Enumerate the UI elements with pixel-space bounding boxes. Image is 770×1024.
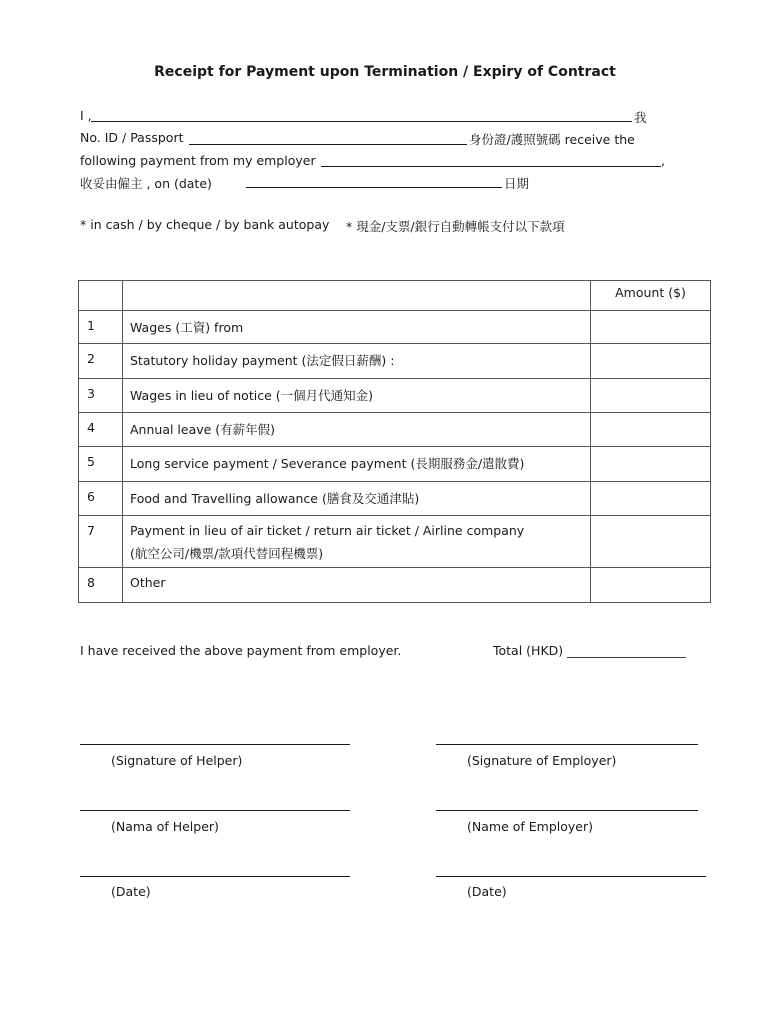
id-passport-field-line[interactable]	[189, 144, 467, 145]
row-description: Other	[123, 568, 591, 603]
intro-line3-prefix: following payment from my employer	[80, 153, 316, 168]
row-number: 5	[79, 447, 123, 482]
table-header-num-cell	[79, 281, 123, 311]
amount-cell[interactable]	[591, 568, 711, 603]
row-number: 2	[79, 344, 123, 379]
document-title: Receipt for Payment upon Termination / Expiry of Contract	[154, 64, 616, 80]
helper-date-label: (Date)	[111, 884, 151, 899]
row-description: Wages (工資) from	[123, 311, 591, 344]
row-description: Annual leave (有薪年假)	[123, 413, 591, 447]
total-hkd-field[interactable]: Total (HKD) ___________________	[493, 643, 686, 658]
intro-line4-prefix: 收妥由僱主 , on (date)	[80, 176, 212, 191]
helper-date-line[interactable]	[80, 876, 350, 877]
intro-line1-suffix: 我	[634, 110, 647, 125]
row-description	[123, 516, 591, 568]
employer-signature-label: (Signature of Employer)	[467, 753, 617, 768]
row-description: Food and Travelling allowance (膳食及交通津貼)	[123, 482, 591, 516]
amount-cell[interactable]	[591, 344, 711, 379]
employer-date-line[interactable]	[436, 876, 706, 877]
row-number: 6	[79, 482, 123, 516]
amount-cell[interactable]	[591, 413, 711, 447]
table-header-row	[79, 281, 711, 311]
payment-method-chinese: * 現金/支票/銀行自動轉帳支付以下款項	[346, 219, 565, 234]
row-description: Long service payment / Severance payment (長期服務金/遣散費)	[123, 447, 591, 482]
intro-line2-prefix: No. ID / Passport	[80, 130, 184, 145]
table-row	[79, 413, 711, 447]
table-row	[79, 344, 711, 379]
amount-cell[interactable]	[591, 516, 711, 568]
table-row	[79, 447, 711, 482]
intro-line2-suffix: 身份證/護照號碼 receive the	[469, 132, 635, 147]
amount-cell[interactable]	[591, 379, 711, 413]
helper-signature-line[interactable]	[80, 744, 350, 745]
date-field-line[interactable]	[246, 187, 502, 188]
table-row	[79, 516, 711, 568]
row-description-line1: Payment in lieu of air ticket / return air ticket / Airline company	[130, 523, 525, 538]
row-number: 4	[79, 413, 123, 447]
table-header-desc-cell	[123, 281, 591, 311]
row-description: Statutory holiday payment (法定假日薪酬) :	[123, 344, 591, 379]
employer-field-line[interactable]	[321, 166, 661, 167]
row-number: 7	[79, 516, 123, 568]
row-number: 8	[79, 568, 123, 603]
table-row	[79, 568, 711, 603]
table-row	[79, 482, 711, 516]
row-number: 3	[79, 379, 123, 413]
intro-line1-prefix: I ,	[80, 108, 92, 123]
row-number: 1	[79, 311, 123, 344]
amount-cell[interactable]	[591, 311, 711, 344]
row-description-line2: (航空公司/機票/款項代替回程機票)	[130, 546, 324, 561]
amount-cell[interactable]	[591, 447, 711, 482]
name-field-line[interactable]	[91, 121, 632, 122]
intro-line4-suffix: 日期	[504, 176, 530, 191]
row-description: Wages in lieu of notice (一個月代通知金)	[123, 379, 591, 413]
helper-name-label: (Nama of Helper)	[111, 819, 219, 834]
employer-signature-line[interactable]	[436, 744, 698, 745]
received-statement: I have received the above payment from employer.	[80, 643, 402, 658]
payment-method-english: * in cash / by cheque / by bank autopay	[80, 217, 330, 232]
payment-table	[78, 280, 711, 603]
employer-name-line[interactable]	[436, 810, 698, 811]
amount-cell[interactable]	[591, 482, 711, 516]
table-row	[79, 379, 711, 413]
table-row	[79, 311, 711, 344]
employer-date-label: (Date)	[467, 884, 507, 899]
amount-header: Amount ($)	[591, 281, 711, 311]
employer-name-label: (Name of Employer)	[467, 819, 593, 834]
helper-name-line[interactable]	[80, 810, 350, 811]
helper-signature-label: (Signature of Helper)	[111, 753, 243, 768]
intro-line3-comma: ,	[661, 153, 665, 168]
